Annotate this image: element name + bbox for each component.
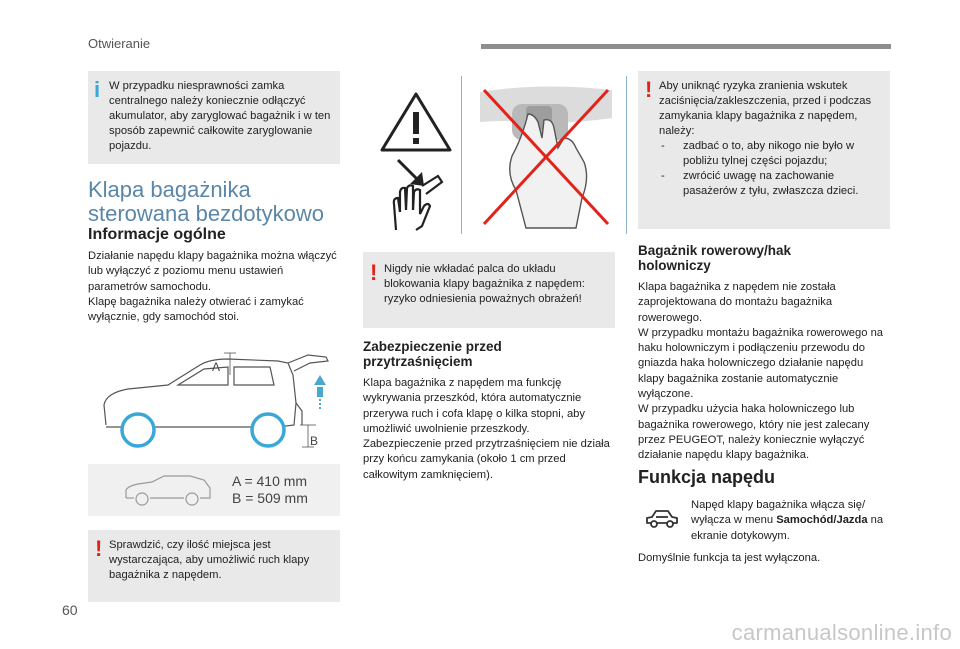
general-text — [88, 249, 338, 325]
pinch-heading-line2: przytrzaśnięciem — [363, 354, 473, 369]
warning-finger-box — [363, 252, 615, 328]
function-text-after: na ekranie dotykowym. — [691, 514, 884, 542]
warning-injury-content — [659, 79, 881, 199]
bike-rack-heading — [638, 243, 888, 273]
info-icon: i — [94, 77, 101, 102]
bike-rack-para1: Klapa bagażnika z napędem nie została zaprojektowana do montażu bagażnika rowerowego. — [638, 281, 836, 324]
function-default-text: Domyślnie funkcja ta jest wyłączona. — [638, 552, 821, 564]
bike-rack-para3: W przypadku użycia haka holowniczego lub bagażnika rowerowego, który nie jest zalecany przez PEUGEOT, należy koniecznie wyłączyć działanie napędu klapy bagażnika. — [638, 403, 870, 462]
function-heading: Funkcja napędu — [638, 467, 776, 487]
warning-icon: ! — [645, 77, 653, 102]
pinch-text — [363, 376, 616, 483]
bike-rack-heading-line2: holowniczy — [638, 258, 711, 273]
warning-finger-text: Nigdy nie wkładać palca do układu blokowania klapy bagażnika z napędem: ryzyko odniesienia poważnych obrażeń! — [384, 263, 585, 305]
car-menu-icon — [644, 507, 680, 531]
dimension-b: B = 509 mm — [232, 490, 308, 506]
pinch-heading-line1: Zabezpieczenie przed — [363, 339, 502, 354]
warning-injury-box — [638, 71, 890, 229]
car-silhouette-icon — [120, 472, 216, 508]
main-title — [88, 178, 348, 226]
bike-rack-heading-line1: Bagażnik rowerowy/hak — [638, 243, 792, 258]
hazard-pictogram — [376, 88, 456, 234]
general-heading: Informacje ogólne — [88, 226, 226, 243]
warning-space-text: Sprawdzić, czy ilość miejsca jest wystarczająca, aby umożliwić ruch klapy bagażnika z napędem. — [109, 539, 310, 581]
info-box — [88, 71, 340, 164]
list-item: - zadbać o to, aby nikogo nie było w pobliżu tylnej części pojazdu; — [659, 139, 881, 169]
warning-injury-list — [659, 139, 881, 199]
warning-space-box — [88, 530, 340, 602]
dimensions-panel — [88, 464, 340, 516]
main-title-line1: Klapa bagażnika — [88, 177, 251, 202]
label-b: B — [310, 434, 319, 448]
watermark: carmanualsonline.info — [731, 620, 952, 645]
page-number: 60 — [62, 602, 78, 618]
pinch-heading — [363, 339, 613, 369]
bike-rack-para2: W przypadku montażu bagażnika rowerowego na haku holowniczym i podłączeniu przewodu do gniazda haka holowniczego działanie napędu klapy bagażnika zostanie automatycznie wyłączone. — [638, 326, 884, 401]
finger-prohibited-illustration — [472, 78, 620, 234]
list-item: - zwrócić uwagę na zachowanie pasażerów z tyłu, zwłaszcza dzieci. — [659, 169, 881, 199]
info-box-text: W przypadku niesprawności zamka centralnego należy koniecznie odłączyć akumulator, aby zaryglować bagażnik i w ten sposób zapewnić całkowite zaryglowanie pojazdu. — [109, 80, 331, 152]
function-text-before: Napęd klapy bagażnika włącza się/ wyłącza w menu — [691, 499, 866, 527]
label-a: A — [212, 360, 221, 374]
bike-rack-text — [638, 280, 890, 464]
figure-separator-left — [461, 76, 462, 234]
main-title-line2: sterowana bezdotykowo — [88, 201, 325, 226]
section-title: Otwieranie — [88, 36, 151, 51]
function-menu-name: Samochód/Jazda — [776, 514, 868, 527]
warning-injury-intro: Aby uniknąć ryzyka zranienia wskutek zaciśnięcia/zakleszczenia, przed i podczas zamykania klapy bagażnika z napędem, należy: — [659, 80, 872, 137]
pinch-para2: Zabezpieczenie przed przytrzaśnięciem nie działa przy końcu zamykania (około 1 cm przed całkowitym zamknięciem). — [363, 438, 610, 481]
pinch-para1: Klapa bagażnika z napędem ma funkcję wykrywania przeszkód, która automatycznie przerywa ruch i cofa klapę o kilka stopni, aby umożliwić uwolnienie przeszkody. — [363, 377, 585, 435]
dimension-a: A = 410 mm — [232, 473, 308, 489]
warning-icon: ! — [370, 260, 378, 285]
function-text — [691, 498, 889, 544]
warning-icon: ! — [95, 536, 103, 561]
general-para1: Działanie napędu klapy bagażnika można włączyć lub wyłączyć z poziomu menu ustawień parametrów samochodu. — [88, 250, 337, 293]
car-clearance-diagram — [88, 345, 340, 457]
figure-separator-right — [626, 76, 627, 234]
header-bar — [481, 44, 891, 49]
general-para2: Klapę bagażnika należy otwierać i zamykać wyłącznie, gdy samochód stoi. — [88, 295, 304, 324]
